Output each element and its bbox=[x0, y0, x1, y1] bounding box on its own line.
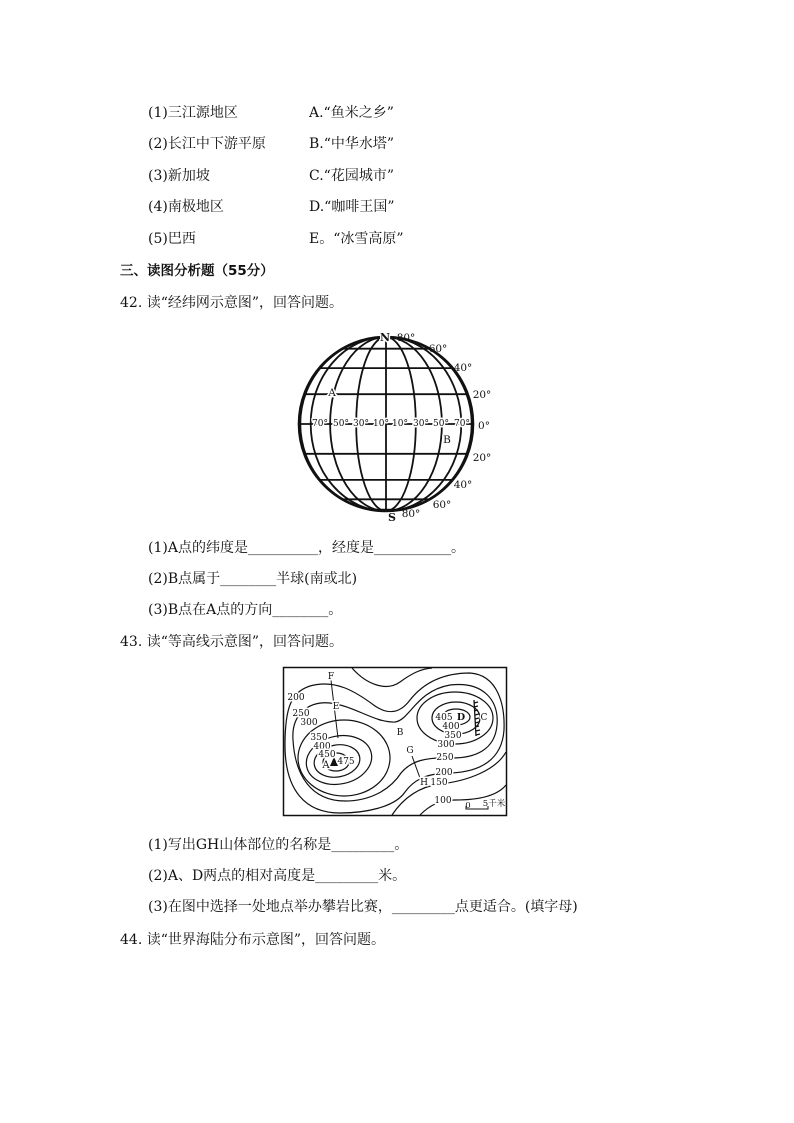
north-pole-label: N bbox=[379, 331, 391, 344]
point-g-label: G bbox=[406, 746, 414, 756]
scale-distance-label: 5千米 bbox=[482, 799, 506, 809]
point-c-label: C bbox=[480, 713, 488, 723]
q42-prompt: 42. 读“经纬网示意图”，回答问题。 bbox=[120, 295, 344, 311]
point-h-label: H bbox=[420, 778, 428, 788]
lat-label-20n: 20° bbox=[472, 389, 492, 401]
contour-label-450-left: 450 bbox=[318, 750, 336, 760]
q42-sub-2: (2)B点属于________半球(南或北) bbox=[148, 571, 358, 587]
point-d-label: D bbox=[456, 712, 466, 723]
contour-label-400-left: 400 bbox=[313, 742, 331, 752]
lat-label-40s: 40° bbox=[453, 479, 473, 491]
contour-label-300-right: 300 bbox=[437, 740, 455, 750]
matching-left-2: (2)长江中下游平原 bbox=[148, 136, 266, 152]
q43-sub-3: (3)在图中选择一处地点举办攀岩比赛，_________点更适合。(填字母) bbox=[148, 899, 578, 915]
graticule-diagram bbox=[290, 328, 500, 524]
lon-label-30w: 30° bbox=[353, 419, 369, 429]
contour-label-150: 150 bbox=[430, 778, 448, 788]
south-pole-label: S bbox=[388, 511, 396, 524]
matching-left-5: (5)巴西 bbox=[148, 231, 196, 247]
matching-right-b: B.“中华水塔” bbox=[309, 136, 395, 152]
q42-sub-3: (3)B点在A点的方向________。 bbox=[148, 602, 343, 618]
lon-label-10w: 10° bbox=[373, 419, 389, 429]
contour-label-200-right: 200 bbox=[435, 768, 453, 778]
point-b-label: B bbox=[443, 434, 451, 446]
contour-label-250-left: 250 bbox=[292, 709, 310, 719]
lat-label-0: 0° bbox=[478, 420, 490, 432]
point-e-label: E bbox=[332, 702, 340, 712]
lat-label-60s: 60° bbox=[432, 499, 452, 511]
lat-label-40n: 40° bbox=[453, 362, 473, 374]
lon-label-70w: 70° bbox=[312, 419, 328, 429]
summit-a-elevation: 475 bbox=[337, 757, 355, 767]
contour-label-250-right: 250 bbox=[436, 753, 454, 763]
q43-sub-1: (1)写出GH山体部位的名称是_________。 bbox=[148, 837, 409, 853]
contour-label-100: 100 bbox=[434, 796, 452, 806]
q44-prompt: 44. 读“世界海陆分布示意图”，回答问题。 bbox=[120, 932, 386, 948]
contour-label-400-right: 400 bbox=[442, 722, 460, 732]
lon-label-70e: 70° bbox=[454, 419, 470, 429]
lat-label-60n: 60° bbox=[428, 343, 448, 355]
matching-left-3: (3)新加坡 bbox=[148, 168, 210, 184]
lon-label-10e: 10° bbox=[392, 419, 408, 429]
summit-d-elevation: 405 bbox=[435, 713, 453, 723]
point-b-label: B bbox=[396, 728, 404, 738]
lat-label-20s: 20° bbox=[472, 452, 492, 464]
lon-label-30e: 30° bbox=[413, 419, 429, 429]
matching-left-4: (4)南极地区 bbox=[148, 199, 224, 215]
lat-label-80s: 80° bbox=[401, 508, 421, 520]
matching-right-a: A.“鱼米之乡” bbox=[309, 105, 394, 121]
matching-right-e: E。“冰雪高原” bbox=[309, 231, 404, 247]
contour-label-200-left: 200 bbox=[287, 693, 305, 703]
q43-sub-2: (2)A、D两点的相对高度是_________米。 bbox=[148, 868, 407, 884]
matching-right-c: C.“花园城市” bbox=[309, 168, 394, 184]
contour-map bbox=[282, 666, 509, 818]
q42-sub-1: (1)A点的纬度是__________，经度是___________。 bbox=[148, 540, 465, 556]
section-title: 三、读图分析题（55分） bbox=[120, 263, 274, 279]
point-a-label: A bbox=[322, 760, 330, 771]
matching-right-d: D.“咖啡王国” bbox=[309, 199, 395, 215]
contour-label-300-left: 300 bbox=[300, 718, 318, 728]
lon-label-50e: 50° bbox=[433, 419, 449, 429]
lat-label-80n: 80° bbox=[396, 332, 416, 344]
scale-zero-label: 0 bbox=[465, 801, 471, 811]
matching-left-1: (1)三江源地区 bbox=[148, 105, 238, 121]
contour-label-350-right: 350 bbox=[444, 731, 462, 741]
contour-label-350-left: 350 bbox=[310, 733, 328, 743]
point-a-label: A bbox=[328, 387, 336, 399]
lon-label-50w: 50° bbox=[333, 419, 349, 429]
q43-prompt: 43. 读“等高线示意图”，回答问题。 bbox=[120, 634, 344, 650]
point-f-label: F bbox=[327, 672, 335, 682]
